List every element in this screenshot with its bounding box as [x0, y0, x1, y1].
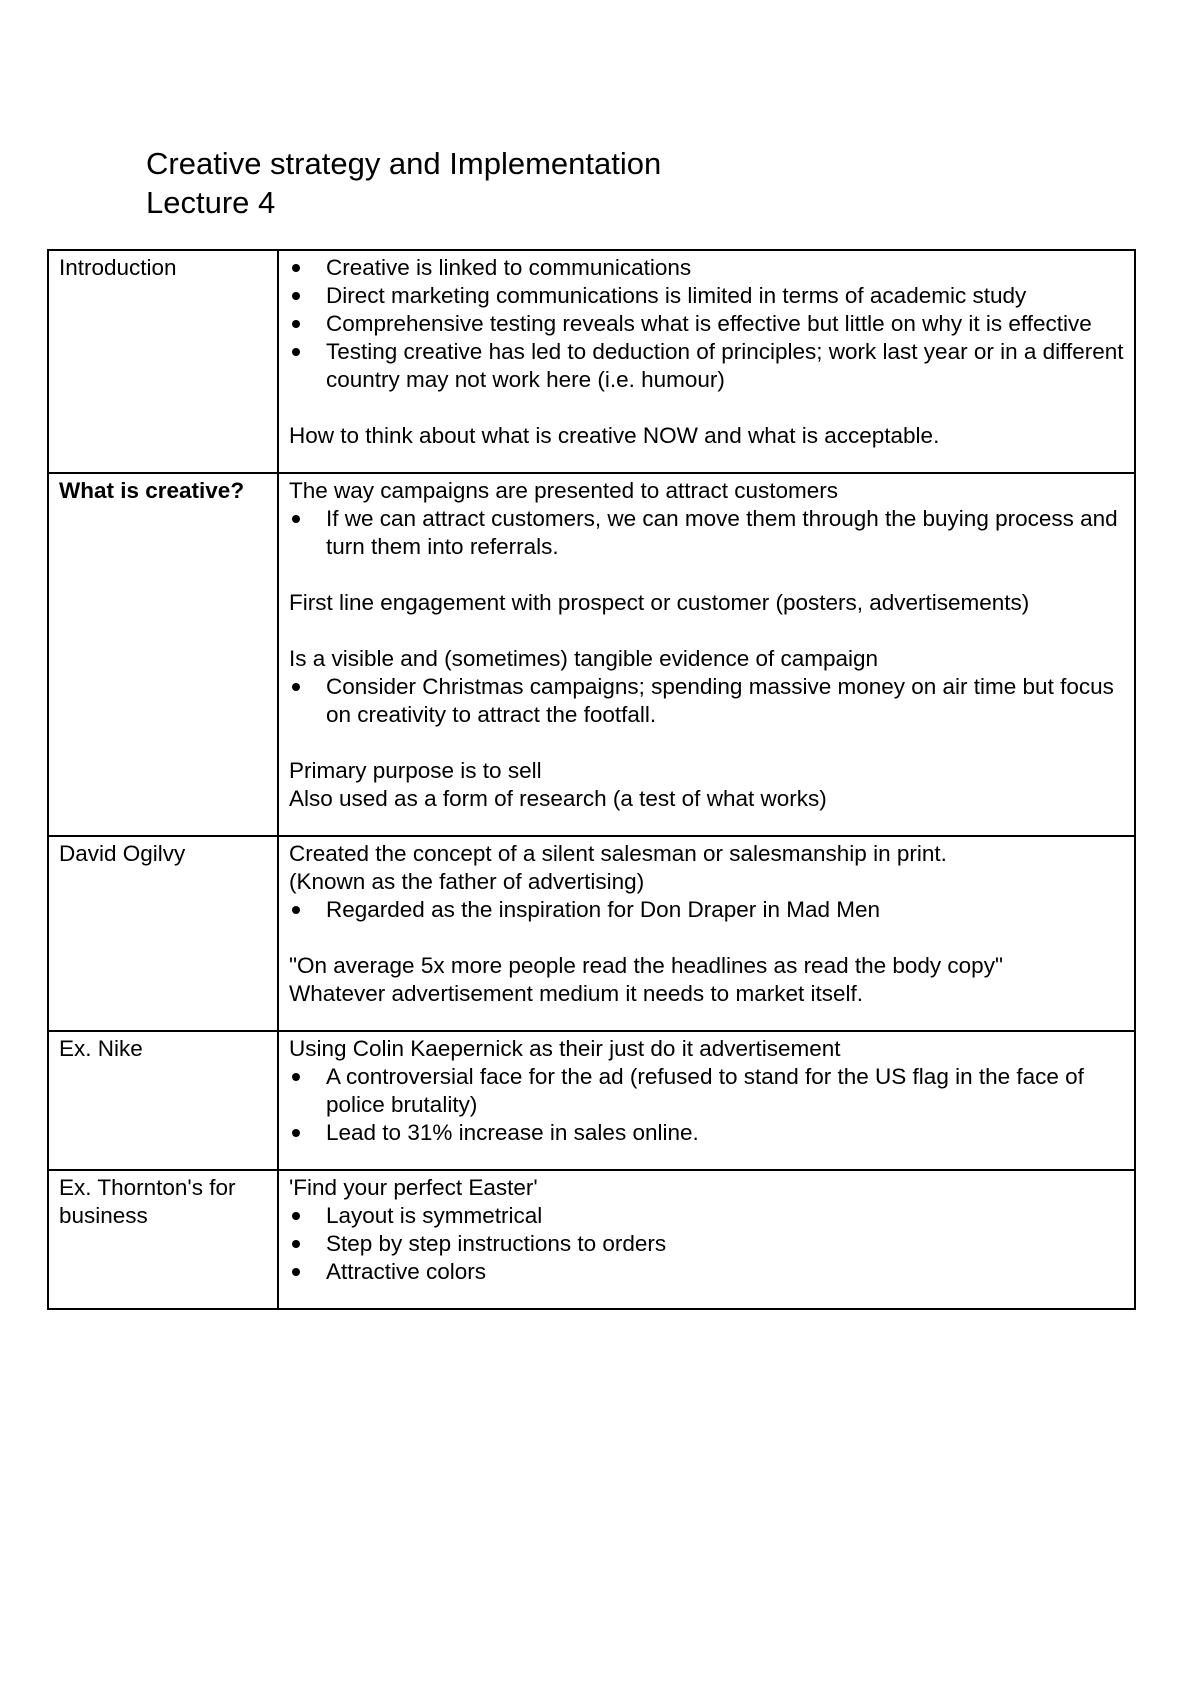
bullet-list — [289, 254, 1124, 394]
list-item: Step by step instructions to orders — [289, 1230, 1124, 1258]
list-item: Consider Christmas campaigns; spending massive money on air time but focus on creativity to attract the footfall. — [289, 673, 1124, 729]
quote: "On average 5x more people read the headlines as read the body copy" — [289, 953, 1003, 978]
list-item: If we can attract customers, we can move them through the buying process and turn them into referrals. — [289, 505, 1124, 561]
list-item: Regarded as the inspiration for Don Draper in Mad Men — [289, 896, 1124, 924]
list-item: Layout is symmetrical — [289, 1202, 1124, 1230]
row-content-introduction — [278, 250, 1135, 473]
row-label-david-ogilvy: David Ogilvy — [48, 836, 278, 1031]
paragraph: Using Colin Kaepernick as their just do it advertisement — [289, 1036, 841, 1061]
row-content-thorntons — [278, 1170, 1135, 1309]
paragraph: 'Find your perfect Easter' — [289, 1175, 538, 1200]
paragraph: Also used as a form of research (a test of what works) — [289, 786, 827, 811]
bullet-list — [289, 896, 1124, 924]
table-row-introduction — [48, 250, 1135, 473]
paragraph: Primary purpose is to sell — [289, 758, 542, 783]
paragraph: The way campaigns are presented to attract customers — [289, 478, 839, 503]
list-item: Direct marketing communications is limited in terms of academic study — [289, 282, 1124, 310]
paragraph: Is a visible and (sometimes) tangible evidence of campaign — [289, 646, 879, 671]
row-label-thorntons: Ex. Thornton's for business — [48, 1170, 278, 1309]
row-content-david-ogilvy — [278, 836, 1135, 1031]
paragraph: (Known as the father of advertising) — [289, 869, 645, 894]
table-row-nike — [48, 1031, 1135, 1170]
document-header — [146, 144, 661, 222]
lecture-notes-table — [47, 249, 1136, 1310]
row-content-nike — [278, 1031, 1135, 1170]
list-item: Lead to 31% increase in sales online. — [289, 1119, 1124, 1147]
list-item: Attractive colors — [289, 1258, 1124, 1286]
table-row-thorntons — [48, 1170, 1135, 1309]
bullet-list — [289, 1063, 1124, 1147]
paragraph: How to think about what is creative NOW and what is acceptable. — [289, 423, 940, 448]
list-item: Testing creative has led to deduction of principles; work last year or in a different country may not work here (i.e. humour) — [289, 338, 1124, 394]
bullet-list — [289, 673, 1124, 729]
table-row-what-is-creative — [48, 473, 1135, 836]
list-item: A controversial face for the ad (refused to stand for the US flag in the face of police brutality) — [289, 1063, 1124, 1119]
row-content-what-is-creative — [278, 473, 1135, 836]
row-label-what-is-creative: What is creative? — [48, 473, 278, 836]
bullet-list — [289, 505, 1124, 561]
paragraph: Created the concept of a silent salesman or salesmanship in print. — [289, 841, 947, 866]
list-item: Creative is linked to communications — [289, 254, 1124, 282]
document-subtitle: Lecture 4 — [146, 185, 276, 220]
bullet-list — [289, 1202, 1124, 1286]
row-label-nike: Ex. Nike — [48, 1031, 278, 1170]
list-item: Comprehensive testing reveals what is effective but little on why it is effective — [289, 310, 1124, 338]
paragraph: Whatever advertisement medium it needs to market itself. — [289, 981, 863, 1006]
table-row-david-ogilvy — [48, 836, 1135, 1031]
row-label-introduction: Introduction — [48, 250, 278, 473]
paragraph: First line engagement with prospect or customer (posters, advertisements) — [289, 590, 1030, 615]
document-title: Creative strategy and Implementation — [146, 146, 662, 181]
